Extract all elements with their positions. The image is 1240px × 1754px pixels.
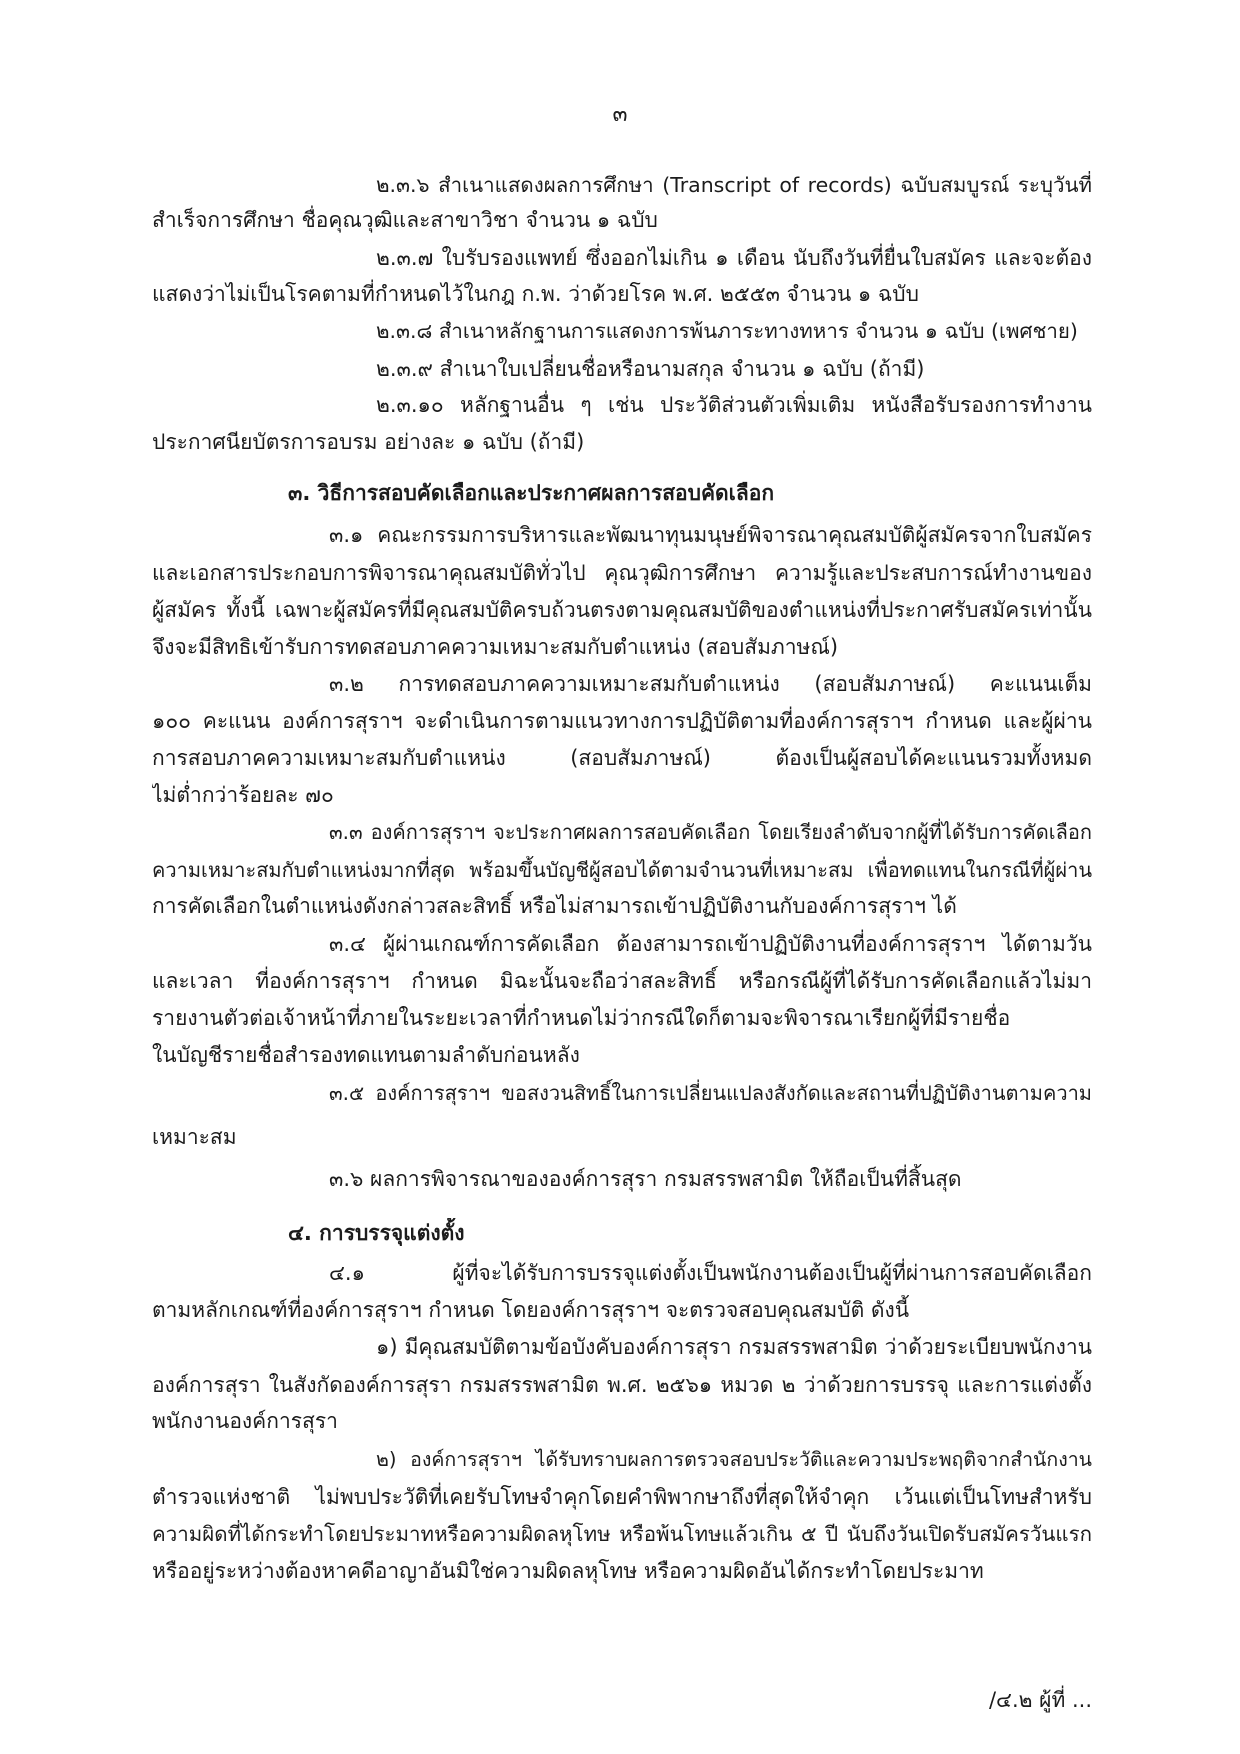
text-line: พนักงานองค์การสุรา (152, 1409, 338, 1433)
text-line: สำเร็จการศึกษา ชื่อคุณวุฒิและสาขาวิชา จำนวน ๑ ฉบับ (152, 208, 658, 232)
continuation-marker: /๔.๒ ผู้ที่ ... (988, 1688, 1092, 1712)
section-heading: ๓. วิธีการสอบคัดเลือกและประกาศผลการสอบคัดเลือก (288, 481, 775, 505)
text-line: จึงจะมีสิทธิเข้ารับการทดสอบภาคความเหมาะสมกับตำแหน่ง (สอบสัมภาษณ์) (152, 635, 839, 659)
text-line: ๓.๑ คณะกรรมการบริหารและพัฒนาทุนมนุษย์พิจารณาคุณสมบัติผู้สมัครจากใบสมัคร (329, 523, 1092, 547)
text-line: และเวลา ที่องค์การสุราฯ กำหนด มิฉะนั้นจะถือว่าสละสิทธิ์ หรือกรณีผู้ที่ได้รับการคัดเลือกแล้วไม่มา (152, 969, 1092, 993)
text-line: ในบัญชีรายชื่อสำรองทดแทนตามลำดับก่อนหลัง (152, 1043, 580, 1067)
text-line: ๑) มีคุณสมบัติตามข้อบังคับองค์การสุรา กรมสรรพสามิต ว่าด้วยระเบียบพนักงาน (376, 1335, 1092, 1359)
text-line: ๓.๓ องค์การสุราฯ จะประกาศผลการสอบคัดเลือก โดยเรียงลำดับจากผู้ที่ได้รับการคัดเลือก (329, 820, 1092, 844)
text-line: ๒.๓.๗ ใบรับรองแพทย์ ซึ่งออกไม่เกิน ๑ เดือน นับถึงวันที่ยื่นใบสมัคร และจะต้อง (376, 246, 1092, 270)
text-line: ตามหลักเกณฑ์ที่องค์การสุราฯ กำหนด โดยองค์การสุราฯ จะตรวจสอบคุณสมบัติ ดังนี้ (152, 1298, 910, 1322)
text-line: ความเหมาะสมกับตำแหน่งมากที่สุด พร้อมขึ้นบัญชีผู้สอบได้ตามจำนวนที่เหมาะสม เพื่อทดแทนในกรณีที่ผู้ผ่าน (152, 858, 1092, 882)
text-line: ผู้สมัคร ทั้งนี้ เฉพาะผู้สมัครที่มีคุณสมบัติครบถ้วนตรงตามคุณสมบัติของตำแหน่งที่ประกาศรับสมัครเท่านั้น (152, 598, 1092, 622)
text-line: แสดงว่าไม่เป็นโรคตามที่กำหนดไว้ในกฎ ก.พ. ว่าด้วยโรค พ.ศ. ๒๕๕๓ จำนวน ๑ ฉบับ (152, 282, 919, 306)
section-heading: ๔. การบรรจุแต่งตั้ง (288, 1221, 465, 1245)
text-line: ๓.๕ องค์การสุราฯ ขอสงวนสิทธิ์ในการเปลี่ยนแปลงสังกัดและสถานที่ปฏิบัติงานตามความ (329, 1081, 1092, 1105)
text-line: ๒) องค์การสุราฯ ได้รับทราบผลการตรวจสอบประวัติและความประพฤติจากสำนักงาน (376, 1448, 1092, 1471)
text-line: การคัดเลือกในตำแหน่งดังกล่าวสละสิทธิ์ หรือไม่สามารถเข้าปฏิบัติงานกับองค์การสุราฯ ได้ (152, 894, 957, 918)
text-line: และเอกสารประกอบการพิจารณาคุณสมบัติทั่วไป คุณวุฒิการศึกษา ความรู้และประสบการณ์ทำงานของ (152, 561, 1092, 585)
text-line: รายงานตัวต่อเจ้าหน้าที่ภายในระยะเวลาที่กำหนดไม่ว่ากรณีใดก็ตามจะพิจารณาเรียกผู้ที่มีรายชื่อ (152, 1006, 1011, 1030)
text-line: ๓.๖ ผลการพิจารณาขององค์การสุรา กรมสรรพสามิต ให้ถือเป็นที่สิ้นสุด (329, 1167, 962, 1191)
text-line: ประกาศนียบัตรการอบรม อย่างละ ๑ ฉบับ (ถ้ามี) (152, 430, 585, 454)
page-number: ๓ (612, 102, 628, 127)
text-line: ๓.๒ การทดสอบภาคความเหมาะสมกับตำแหน่ง (สอบสัมภาษณ์) คะแนนเต็ม (329, 672, 1092, 696)
text-line: ๒.๓.๖ สำเนาแสดงผลการศึกษา (Transcript of records) ฉบับสมบูรณ์ ระบุวันที่ (376, 173, 1092, 197)
text-line: การสอบภาคความเหมาะสมกับตำแหน่ง (สอบสัมภาษณ์) ต้องเป็นผู้สอบได้คะแนนรวมทั้งหมด (152, 746, 1092, 770)
text-line: ตำรวจแห่งชาติ ไม่พบประวัติที่เคยรับโทษจำคุกโดยคำพิพากษาถึงที่สุดให้จำคุก เว้นแต่เป็นโทษสำหรับ (152, 1485, 1092, 1509)
text-line: องค์การสุรา ในสังกัดองค์การสุรา กรมสรรพสามิต พ.ศ. ๒๕๖๑ หมวด ๒ ว่าด้วยการบรรจุ และการแต่งตั้ง (152, 1373, 1092, 1397)
text-line: หรืออยู่ระหว่างต้องหาคดีอาญาอันมิใช่ความผิดลหุโทษ หรือความผิดอันได้กระทำโดยประมาท (152, 1559, 984, 1583)
text-line: ไม่ต่ำกว่าร้อยละ ๗๐ (152, 783, 334, 807)
text-line: เหมาะสม (152, 1125, 237, 1149)
text-line: ๒.๓.๙ สำเนาใบเปลี่ยนชื่อหรือนามสกุล จำนวน ๑ ฉบับ (ถ้ามี) (376, 357, 925, 381)
text-line: ๔.๑ ผู้ที่จะได้รับการบรรจุแต่งตั้งเป็นพนักงานต้องเป็นผู้ที่ผ่านการสอบคัดเลือก (329, 1261, 1092, 1285)
text-line: ๓.๔ ผู้ผ่านเกณฑ์การคัดเลือก ต้องสามารถเข้าปฏิบัติงานที่องค์การสุราฯ ได้ตามวัน (329, 932, 1092, 956)
text-line: ๒.๓.๘ สำเนาหลักฐานการแสดงการพ้นภาระทางทหาร จำนวน ๑ ฉบับ (เพศชาย) (376, 319, 1078, 343)
text-line: ความผิดที่ได้กระทำโดยประมาทหรือความผิดลหุโทษ หรือพ้นโทษแล้วเกิน ๕ ปี นับถึงวันเปิดรับสมัครวันแรก (152, 1522, 1092, 1546)
text-line: ๑๐๐ คะแนน องค์การสุราฯ จะดำเนินการตามแนวทางการปฏิบัติตามที่องค์การสุราฯ กำหนด และผู้ผ่าน (152, 709, 1092, 733)
text-line: ๒.๓.๑๐ หลักฐานอื่น ๆ เช่น ประวัติส่วนตัวเพิ่มเติม หนังสือรับรองการทำงาน (376, 393, 1092, 417)
